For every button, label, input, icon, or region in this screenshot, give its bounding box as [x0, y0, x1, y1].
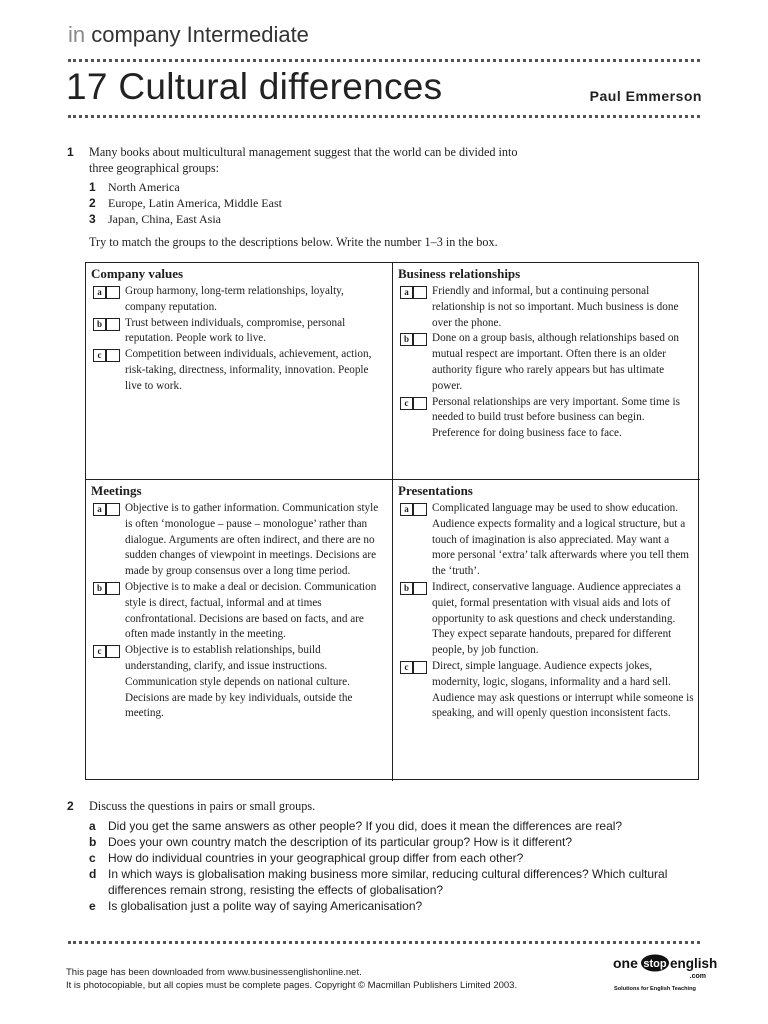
onestopenglish-logo[interactable] [613, 948, 718, 994]
logo-domain: .com [689, 973, 706, 980]
group-item: 3 Japan, China, East Asia [89, 212, 221, 226]
answer-box[interactable]: c [400, 661, 428, 673]
author-name: Paul Emmerson [589, 88, 702, 104]
question-1-instruction: Try to match the groups to the descriptions below. Write the number 1–3 in the box. [89, 235, 498, 249]
description-item: b Objective is to make a deal or decision. Communication style is direct, factual, informal and at times confrontational. Decisions are based on facts, and are often made instantly in the meeting. [91, 580, 387, 643]
answer-box[interactable]: a [93, 503, 121, 515]
discussion-question: e Is globalisation just a polite way of saying Americanisation? [89, 899, 423, 913]
box-title: Company values [91, 266, 184, 281]
dotted-divider-bottom [68, 941, 700, 944]
description-item: b Done on a group basis, although relationships based on mutual respect are important. Often there is an older authority figure who rarely appears but has ultimate power. [398, 331, 694, 394]
dotted-divider-header [68, 115, 700, 118]
logo-word-stop: stop [643, 958, 667, 970]
answer-box[interactable]: c [400, 397, 428, 409]
logo-tagline: Solutions for English Teaching [614, 986, 696, 992]
question-2-intro: Discuss the questions in pairs or small groups. [89, 799, 316, 813]
answer-box[interactable]: a [400, 503, 428, 515]
question-1-intro-line1: Many books about multicultural management suggest that the world can be divided into [89, 145, 518, 159]
answer-box[interactable]: c [93, 349, 121, 361]
series-prefix: in [68, 22, 86, 47]
unit-title: 17 Cultural differences [66, 66, 443, 107]
discussion-question: c How do individual countries in your geographical group differ from each other? [89, 851, 524, 865]
description-item: a Objective is to gather information. Communication style is often ‘monologue – pause – monologue’ rather than dialogue. Arguments are often indirect, and there are no sudden changes of viewpoint in meetings. Decisions are made by group consensus over a long time period. [91, 501, 387, 580]
discussion-question: d In which ways is globalisation making business more similar, reducing cultural differences? Which cultural differences remain strong, resisting the effects of globalisation? [89, 867, 668, 897]
description-item: a Complicated language may be used to show education. Audience expects formality and a logical structure, but a touch of imagination is also appreciated. May want a more personal ‘extra’ talk afterwards where you tell them the ‘truth’. [398, 501, 694, 580]
description-item: c Objective is to establish relationships, build understanding, clarify, and issue instructions. Communication style depends on national culture. Decisions are made by key individuals, outside the meeting. [91, 643, 387, 722]
description-item: c Personal relationships are very important. Some time is needed to build trust before business can begin. Preference for doing business face to face. [398, 395, 694, 442]
group-item: 1 North America [89, 180, 180, 194]
answer-box[interactable]: a [93, 286, 121, 298]
footer-copyright: It is photocopiable, but all copies must be complete pages. Copyright © Macmillan Publishers Limited 2003. [66, 980, 518, 991]
description-item: c Competition between individuals, achievement, action, risk-taking, directness, informality, innovation. People live to work. [91, 347, 387, 394]
box-presentations [398, 481, 694, 722]
answer-box[interactable]: b [93, 582, 121, 594]
answer-box[interactable]: a [400, 286, 428, 298]
description-item: a Friendly and informal, but a continuing personal relationship is not so important. Much business is done over the phone. [398, 284, 694, 331]
description-item: b Indirect, conservative language. Audience appreciates a quiet, formal presentation with visual aids and lots of opportunity to ask questions and check understanding. They expect separate handouts, prepared for different people, by job function. [398, 580, 694, 659]
box-title: Meetings [91, 483, 142, 498]
description-item: a Group harmony, long-term relationships, loyalty, company reputation. [91, 284, 387, 316]
box-title: Business relationships [398, 266, 521, 281]
dotted-divider-top [68, 59, 700, 62]
box-title: Presentations [398, 483, 473, 498]
matching-grid [85, 262, 699, 780]
footer-download-note: This page has been downloaded from www.businessenglishonline.net. [66, 967, 362, 978]
answer-box[interactable]: c [93, 645, 121, 657]
logo-word-one: one [613, 955, 638, 971]
series-name: company Intermediate [91, 22, 309, 47]
discussion-question: a Did you get the same answers as other people? If you did, does it mean the differences are real? [89, 819, 623, 833]
grid-divider-vertical [392, 263, 393, 781]
answer-box[interactable]: b [400, 333, 428, 345]
grid-divider-horizontal [86, 479, 700, 480]
logo-word-english: english [670, 956, 718, 971]
logo-graphic [613, 948, 718, 994]
box-company-values [91, 264, 387, 395]
footer [66, 966, 517, 992]
question-1-intro-line2: three geographical groups: [89, 161, 219, 175]
description-item: b Trust between individuals, compromise, personal reputation. People work to live. [91, 316, 387, 348]
answer-box[interactable]: b [93, 318, 121, 330]
question-1-number: 1 [67, 145, 74, 159]
answer-box[interactable]: b [400, 582, 428, 594]
question-2-number: 2 [67, 799, 74, 813]
group-item: 2 Europe, Latin America, Middle East [89, 196, 282, 210]
description-item: c Direct, simple language. Audience expects jokes, modernity, logic, slogans, informality and a hard sell. Audience may ask questions or interrupt while someone is speaking, and will openly question inconsistent facts. [398, 659, 694, 722]
discussion-question: b Does your own country match the description of its particular group? How is it different? [89, 835, 573, 849]
box-meetings [91, 481, 387, 722]
series-title [68, 22, 309, 48]
box-business-relationships [398, 264, 694, 442]
